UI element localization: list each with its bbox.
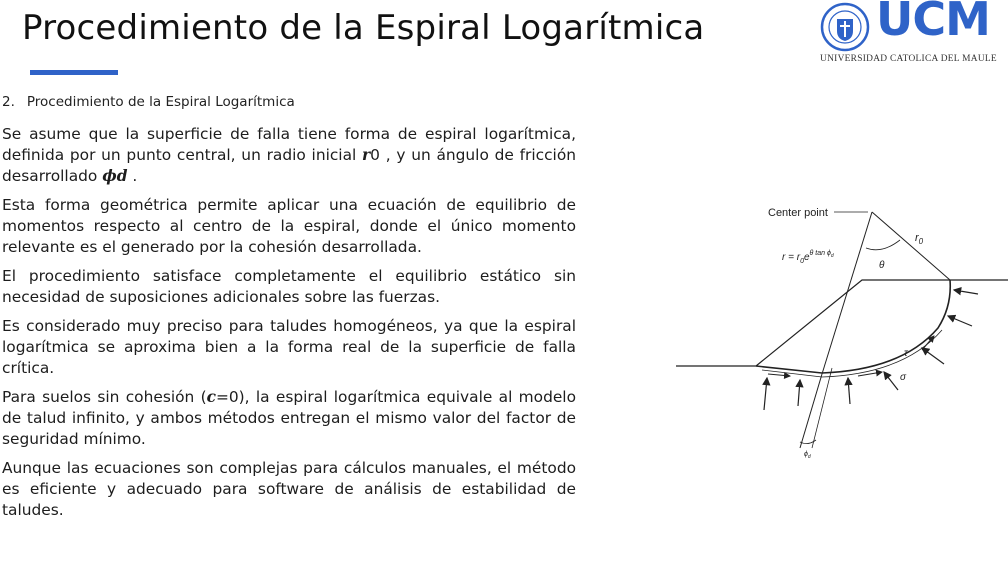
symbol-r-index: 0 [370,146,380,164]
paragraph-4: Es considerado muy preciso para taludes homogéneos, ya que la espiral logarítmica se aproxima bien a la forma real de la superficie de falla crítica. [2,317,576,377]
section-number: 2. [2,94,15,110]
theta-label: θ [879,260,885,271]
radius-line-left [822,212,872,374]
section-heading [2,94,295,110]
body-text [2,124,576,529]
theta-arc [866,240,900,250]
shear-arrow [768,374,790,376]
stress-arrow [764,378,767,410]
sigma-label: σ [900,372,907,383]
paragraph-1-text-b: , y un ángulo de fricción desarrollado [2,146,576,185]
paragraph-1-text-a: Se asume que la superficie de falla tiene forma de espiral logarítmica, definida por un punto central, un radio inicial [2,125,576,164]
brand-wordmark: UCM [876,0,990,46]
symbol-c: c [206,388,216,406]
paragraph-5-text-a: Para suelos sin cohesión ( [2,388,207,406]
university-name: UNIVERSIDAD CATOLICA DEL MAULE [820,54,997,64]
paragraph-2: Esta forma geométrica permite aplicar una ecuación de equilibrio de momentos respecto al centro de la espiral, donde el único momento relevante es el generado por la cohesión desarrollada. [2,196,576,256]
log-spiral-diagram [672,198,1008,460]
symbol-phi-d: ϕd [102,167,128,185]
ucm-logo [818,2,1008,66]
stress-arrow [954,290,978,294]
center-point-label: Center point [768,207,828,219]
spiral-equation: $r = r_0e^{\theta tan \phi}_d$ [782,250,834,265]
paragraph-5-text-b: =0), la espiral logarítmica equivale al modelo de talud infinito, y ambos métodos entregan el mismo valor del factor de seguridad mínimo. [2,388,577,448]
normal-line [812,368,832,448]
paragraph-5 [2,387,576,450]
paragraph-3: El procedimiento satisface completamente el equilibrio estático sin necesidad de suposiciones adicionales sobre las fuerzas. [2,267,576,306]
tau-label: τ [904,348,908,359]
title-accent-bar [30,70,118,75]
stress-arrow [798,380,800,406]
paragraph-1-text-c: . [127,167,138,185]
paragraph-6: Aunque las ecuaciones son complejas para cálculos manuales, el método es eficiente y adecuado para software de análisis de estabilidad de taludes. [2,459,576,519]
university-seal-icon [820,2,870,52]
slide-title: Procedimiento de la Espiral Logarítmica [22,8,705,48]
stress-arrow [922,348,944,364]
stress-arrow [884,372,898,390]
symbol-r: r [362,146,371,164]
stress-arrow [848,378,850,404]
paragraph-1 [2,124,576,187]
section-heading-text: Procedimiento de la Espiral Logarítmica [26,94,295,110]
r0-label: $r_0$ [915,232,924,246]
stress-arrow [948,316,972,326]
phi-label: $\phi_d$ [804,451,811,460]
ground-line [676,280,1008,366]
radius-line-extension [800,374,822,448]
failure-surface [756,280,950,373]
